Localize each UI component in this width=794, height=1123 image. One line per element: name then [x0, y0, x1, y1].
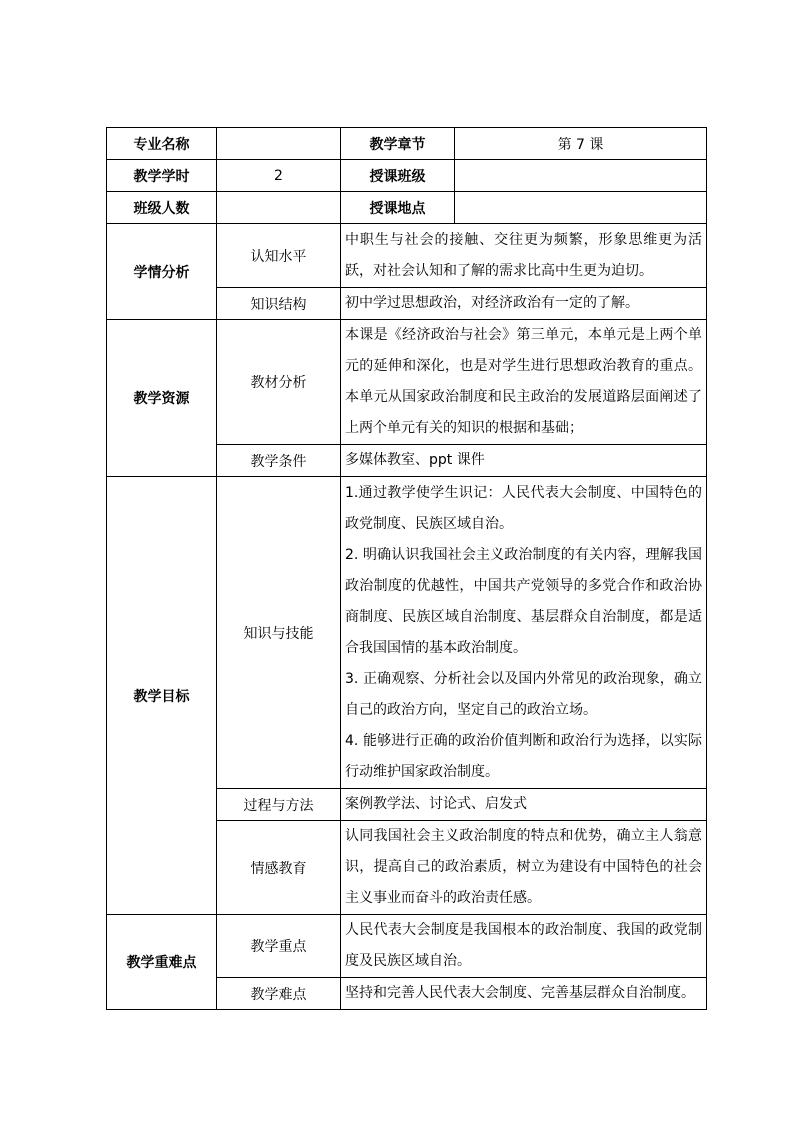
process-methods-label: 过程与方法	[217, 789, 341, 821]
class-label: 授课班级	[341, 160, 455, 192]
teaching-hours-value: 2	[217, 160, 341, 192]
textbook-analysis-label: 教材分析	[217, 320, 341, 445]
objective-item-4: 4. 能够进行正确的政治价值判断和政治行为选择，以实际行动维护国家政治制度。	[345, 732, 702, 780]
knowledge-structure-text: 初中学过思想政治，对经济政治有一定的了解。	[341, 288, 707, 320]
knowledge-skills-list	[341, 477, 707, 789]
teaching-difficulty-text: 坚持和完善人民代表大会制度、完善基层群众自治制度。	[341, 978, 707, 1010]
teaching-conditions-label: 教学条件	[217, 445, 341, 477]
emotional-education-label: 情感教育	[217, 821, 341, 915]
class-size-label: 班级人数	[107, 192, 217, 224]
lesson-plan-table	[106, 127, 707, 1010]
major-name-value	[217, 128, 341, 160]
chapter-label: 教学章节	[341, 128, 455, 160]
cognitive-level-row	[107, 224, 707, 288]
header-row-students	[107, 192, 707, 224]
teaching-hours-label: 教学学时	[107, 160, 217, 192]
class-value	[455, 160, 707, 192]
teaching-objectives-title: 教学目标	[107, 477, 217, 915]
cognitive-level-text: 中职生与社会的接触、交往更为频繁，形象思维更为活跃，对社会认知和了解的需求比高中生更为迫切。	[341, 224, 707, 288]
teaching-focus-text: 人民代表大会制度是我国根本的政治制度、我国的政党制度及民族区域自治。	[341, 915, 707, 978]
knowledge-skills-row	[107, 477, 707, 789]
knowledge-structure-label: 知识结构	[217, 288, 341, 320]
location-label: 授课地点	[341, 192, 455, 224]
knowledge-skills-label: 知识与技能	[217, 477, 341, 789]
textbook-analysis-text: 本课是《经济政治与社会》第三单元，本单元是上两个单元的延伸和深化，也是对学生进行思想政治教育的重点。本单元从国家政治制度和民主政治的发展道路层面阐述了上两个单元有关的知识的根据和基础；	[341, 320, 707, 445]
location-value	[455, 192, 707, 224]
major-name-label: 专业名称	[107, 128, 217, 160]
chapter-value: 第 7 课	[455, 128, 707, 160]
teaching-focus-row	[107, 915, 707, 978]
process-methods-text: 案例教学法、讨论式、启发式	[341, 789, 707, 821]
teaching-difficulty-label: 教学难点	[217, 978, 341, 1010]
textbook-analysis-row	[107, 320, 707, 445]
student-analysis-title: 学情分析	[107, 224, 217, 320]
cognitive-level-label: 认知水平	[217, 224, 341, 288]
teaching-focus-label: 教学重点	[217, 915, 341, 978]
teaching-conditions-text: 多媒体教室、ppt 课件	[341, 445, 707, 477]
header-row-hours	[107, 160, 707, 192]
objective-item-3: 3. 正确观察、分析社会以及国内外常见的政治现象，确立自己的政治方向，坚定自己的政治立场。	[345, 670, 702, 718]
objective-item-1: 1.通过教学使学生识记：人民代表大会制度、中国特色的政党制度、民族区域自治。	[345, 484, 702, 532]
emotional-education-text: 认同我国社会主义政治制度的特点和优势，确立主人翁意识，提高自己的政治素质，树立为建设有中国特色的社会主义事业而奋斗的政治责任感。	[341, 821, 707, 915]
teaching-resources-title: 教学资源	[107, 320, 217, 477]
class-size-value	[217, 192, 341, 224]
objective-item-2: 2. 明确认识我国社会主义政治制度的有关内容，理解我国政治制度的优越性，中国共产党领导的多党合作和政治协商制度、民族区域自治制度、基层群众自治制度，都是适合我国国情的基本政治制度。	[345, 546, 702, 656]
key-points-title: 教学重难点	[107, 915, 217, 1010]
header-row-major	[107, 128, 707, 160]
